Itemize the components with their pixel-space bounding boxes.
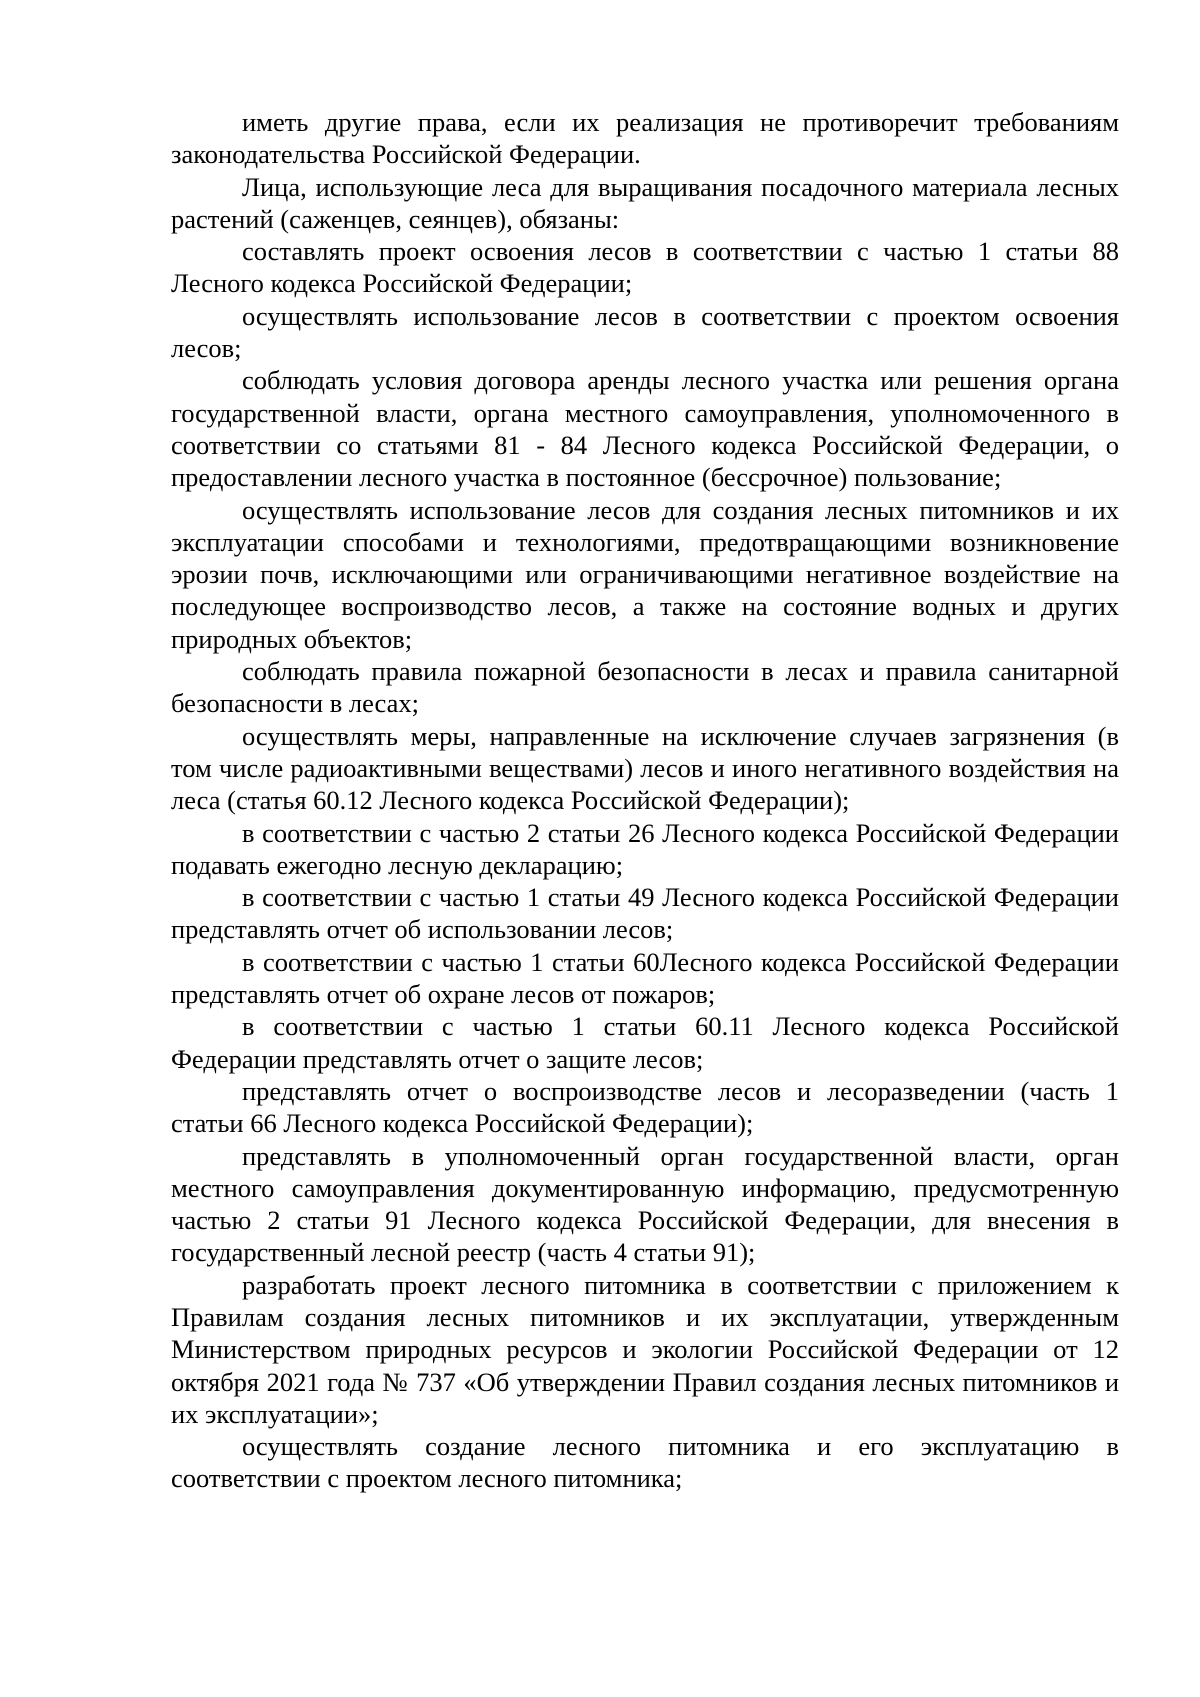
- paragraph-16: осуществлять создание лесного питомника и его эксплуатацию в соответствии с проектом лесного питомника;: [171, 1431, 1119, 1494]
- paragraph-7: соблюдать правила пожарной безопасности в лесах и правила санитарной безопасности в лесах;: [171, 656, 1119, 719]
- paragraph-4: осуществлять использование лесов в соответствии с проектом освоения лесов;: [171, 300, 1119, 364]
- paragraph-14: представлять в уполномоченный орган государственной власти, орган местного самоуправления документированную информацию, предусмотренную частью 2 статьи 91 Лесного кодекса Российской Федерации, для внесения в государственный лесной реестр (часть 4 статьи 91);: [171, 1140, 1119, 1268]
- paragraph-8: осуществлять меры, направленные на исключение случаев загрязнения (в том числе радиоактивными веществами) лесов и иного негативного воздействия на леса (статья 60.12 Лесного кодекса Российской Федерации);: [171, 720, 1119, 816]
- paragraph-2: Лица, использующие леса для выращивания посадочного материала лесных растений (саженцев, сеянцев), обязаны:: [171, 171, 1119, 234]
- paragraph-5: соблюдать условия договора аренды лесного участка или решения органа государственной власти, органа местного самоуправления, уполномоченного в соответствии со статьями 81 - 84 Лесного кодекса Российской Федерации, о предоставлении лесного участка в постоянное (бессрочное) пользование;: [171, 365, 1119, 493]
- paragraph-10: в соответствии с частью 1 статьи 49 Лесного кодекса Российской Федерации представлять отчет об использовании лесов;: [171, 882, 1119, 945]
- paragraph-6: осуществлять использование лесов для создания лесных питомников и их эксплуатации способами и технологиями, предотвращающими возникновение эрозии почв, исключающими или ограничивающими негативное воздействие на последующее воспроизводство лесов, а также на состояние водных и других природных объектов;: [171, 494, 1119, 654]
- paragraph-3: составлять проект освоения лесов в соответствии с частью 1 статьи 88 Лесного кодекса Российской Федерации;: [171, 236, 1119, 299]
- paragraph-1: иметь другие права, если их реализация не противоречит требованиям законодательства Российской Федерации.: [171, 107, 1119, 170]
- paragraph-11: в соответствии с частью 1 статьи 60Лесного кодекса Российской Федерации представлять отчет об охране лесов от пожаров;: [171, 946, 1119, 1010]
- paragraph-15: разработать проект лесного питомника в соответствии с приложением к Правилам создания лесных питомников и их эксплуатации, утвержденным Министерством природных ресурсов и экологии Российской Федерации от 12 октября 2021 года № 737 «Об утверждении Правил создания лесных питомников и их эксплуатации»;: [171, 1269, 1119, 1429]
- paragraph-13: представлять отчет о воспроизводстве лесов и лесоразведении (часть 1 статьи 66 Лесного кодекса Российской Федерации);: [171, 1075, 1119, 1139]
- paragraph-12: в соответствии с частью 1 статьи 60.11 Лесного кодекса Российской Федерации представлять отчет о защите лесов;: [171, 1011, 1119, 1074]
- paragraph-9: в соответствии с частью 2 статьи 26 Лесного кодекса Российской Федерации подавать ежегодно лесную декларацию;: [171, 817, 1119, 880]
